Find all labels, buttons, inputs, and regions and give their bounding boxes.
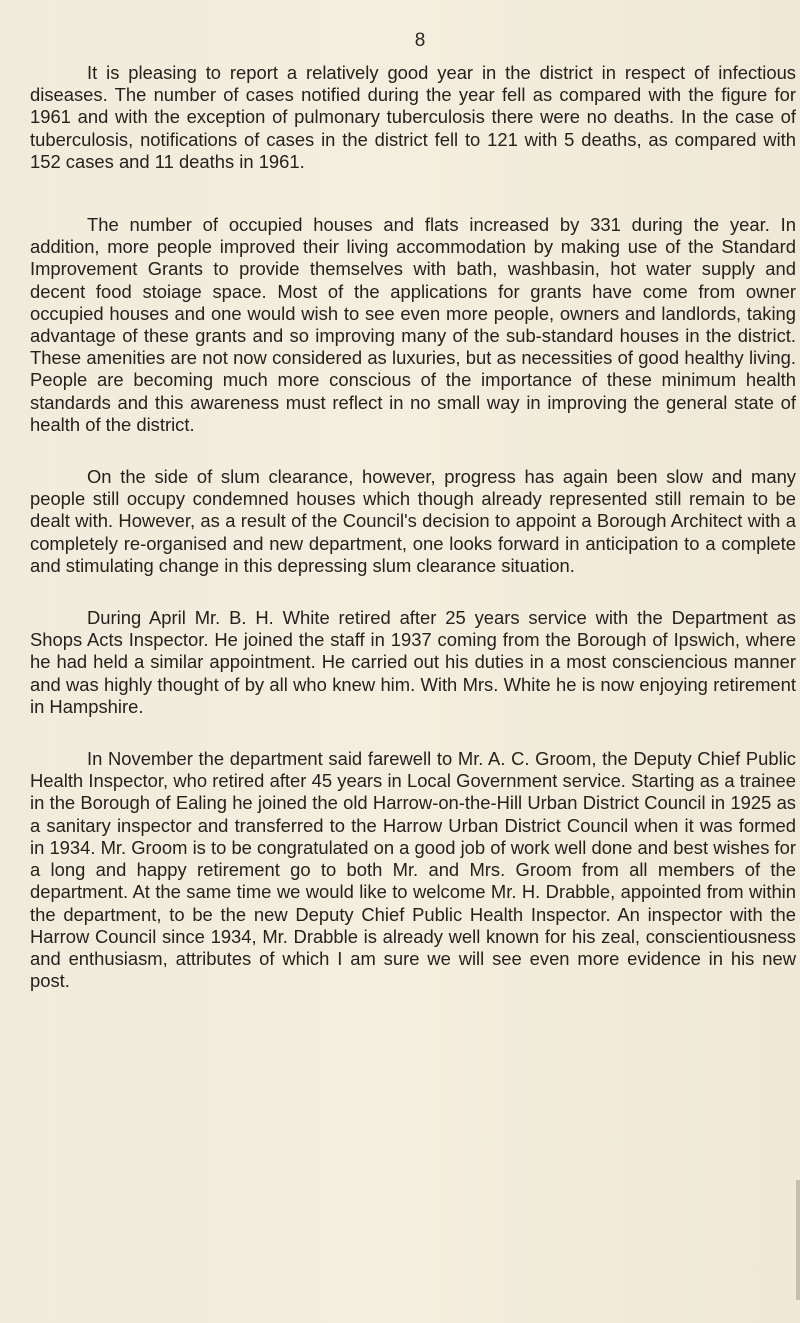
body-text [30, 62, 796, 1014]
page-number: 8 [414, 30, 426, 51]
page-edge-shadow [796, 1180, 800, 1300]
paragraph-housing: The number of occupied houses and flats increased by 331 during the year. In addition, more people improved their living accommodation by making use of the Standard Improvement Grants to provide themselves with bath, washbasin, hot water supply and decent food stoiage space. Most of the applications for grants have come from owner occupied houses and one would wish to see even more people, owners and landlords, taking advantage of these grants and so improving many of the sub-standard houses in the district. These amenities are not now considered as luxuries, but as necessities of good healthy living. People are becoming much more conscious of the importance of these minimum health standards and this awareness must reflect in no small way in improving the general state of health of the district. [30, 214, 796, 435]
paragraph-white-retirement: During April Mr. B. H. White retired after 25 years service with the Department as Shops Acts Inspector. He joined the staff in 1937 coming from the Borough of Ipswich, where he had held a similar appointment. He carried out his duties in a most consciencious manner and was highly thought of by all who knew him. With Mrs. White he is now enjoying retirement in Hampshire. [30, 607, 796, 717]
paragraph-infectious-diseases: It is pleasing to report a relatively good year in the district in respect of infectious diseases. The number of cases notified during the year fell as compared with the figure for 1961 and with the exception of pulmonary tuberculosis there were no deaths. In the case of tuberculosis, notifications of cases in the district fell to 121 with 5 deaths, as compared with 152 cases and 11 deaths in 1961. [30, 62, 796, 172]
paragraph-groom-retirement: In November the department said farewell to Mr. A. C. Groom, the Deputy Chief Public Health Inspector, who retired after 45 years in Local Government service. Starting as a trainee in the Borough of Ealing he joined the old Harrow-on-the-Hill Urban District Council in 1925 as a sanitary inspector and transferred to the Harrow Urban District Council when it was formed in 1934. Mr. Groom is to be congratulated on a good job of work well done and best wishes for a long and happy retirement go to both Mr. and Mrs. Groom from all members of the department. At the same time we would like to welcome Mr. H. Drabble, appointed from within the department, to be the new Deputy Chief Public Health Inspector. An inspector with the Harrow Council since 1934, Mr. Drabble is already well known for his zeal, conscientiousness and enthusiasm, attributes of which I am sure we will see even more evidence in his new post. [30, 748, 796, 992]
paragraph-slum-clearance: On the side of slum clearance, however, progress has again been slow and many people still occupy condemned houses which though already represented still remain to be dealt with. However, as a result of the Council's decision to appoint a Borough Architect with a completely re-organised and new department, one looks forward in anticipation to a complete and stimulating change in this depressing slum clearance situation. [30, 466, 796, 576]
